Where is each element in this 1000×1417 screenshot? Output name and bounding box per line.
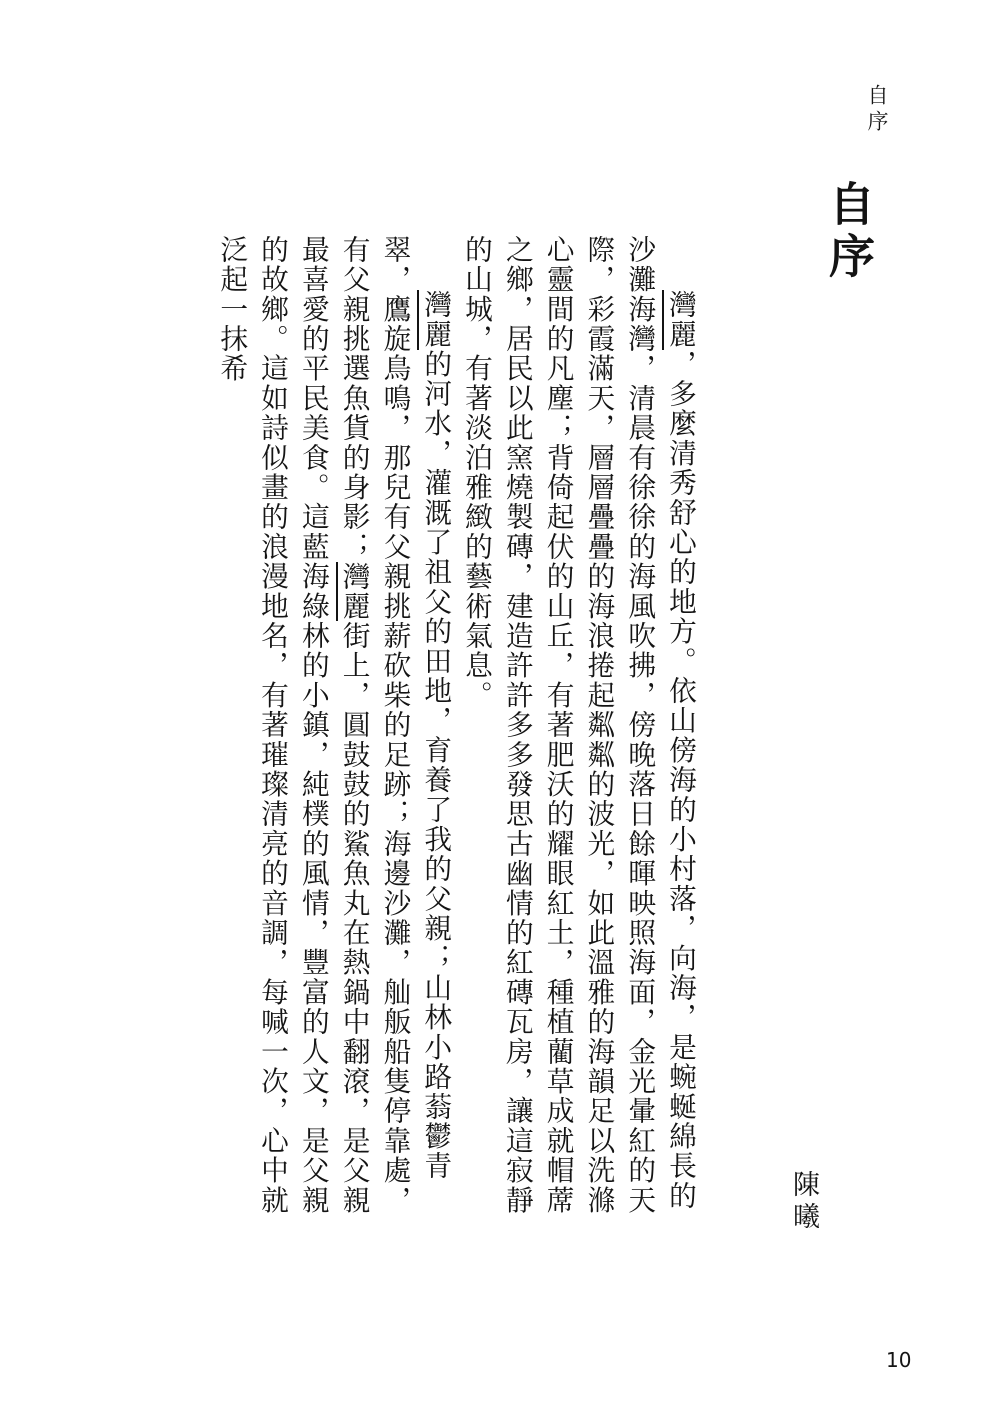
page-number: 10 — [886, 1348, 912, 1372]
place-name: 灣麗 — [419, 290, 453, 350]
place-name: 灣麗 — [664, 290, 697, 350]
paragraph-text: ，多麼清秀舒心的地方。依山傍海的小村落，向海，是蜿蜒綿長的沙灘海灣，清晨有徐徐的海風吹拂，傍晚落日餘暉映照海面，金光暈紅的天際，彩霞滿天，層層疊疊的海浪捲起粼粼的波光，如此溫雅的海韻足以洗滌心靈間的凡塵；背倚起伏的山丘，有著肥沃的耀眼紅土，種植藺草成就帽蓆之鄉，居民以此窯燒製磚，建造許許多多發思古幽情的紅磚瓦房，讓這寂靜的山城，有著淡泊雅緻的藝術氣息。 — [460, 235, 697, 1216]
paragraph — [455, 235, 700, 1235]
paragraph-text: 街上，圓鼓鼓的鯊魚丸在熱鍋中翻滾，是父親最喜愛的平民美食。這藍海綠林的小鎮，純樸的風情，豐富的人文，是父親的故鄉。這如詩似畫的浪漫地名，有著璀璨清亮的音調，每喊一次，心中就泛起一抹希 — [215, 235, 371, 1216]
chapter-title: 自序 — [822, 180, 876, 284]
running-header: 自序 — [865, 84, 889, 136]
body-text — [0, 235, 700, 1235]
author-name: 陳曦 — [788, 1170, 819, 1234]
paragraph — [210, 235, 455, 1235]
paragraph-text: 的河水，灌溉了祖父的田地，育養了我的父親；山林小路蓊鬱青翠，鷹旋鳥鳴，那兒有父親挑薪砍柴的足跡；海邊沙灘，舢舨船隻停靠處，有父親挑選魚貨的身影； — [337, 235, 453, 1216]
place-name: 灣麗 — [337, 561, 371, 622]
